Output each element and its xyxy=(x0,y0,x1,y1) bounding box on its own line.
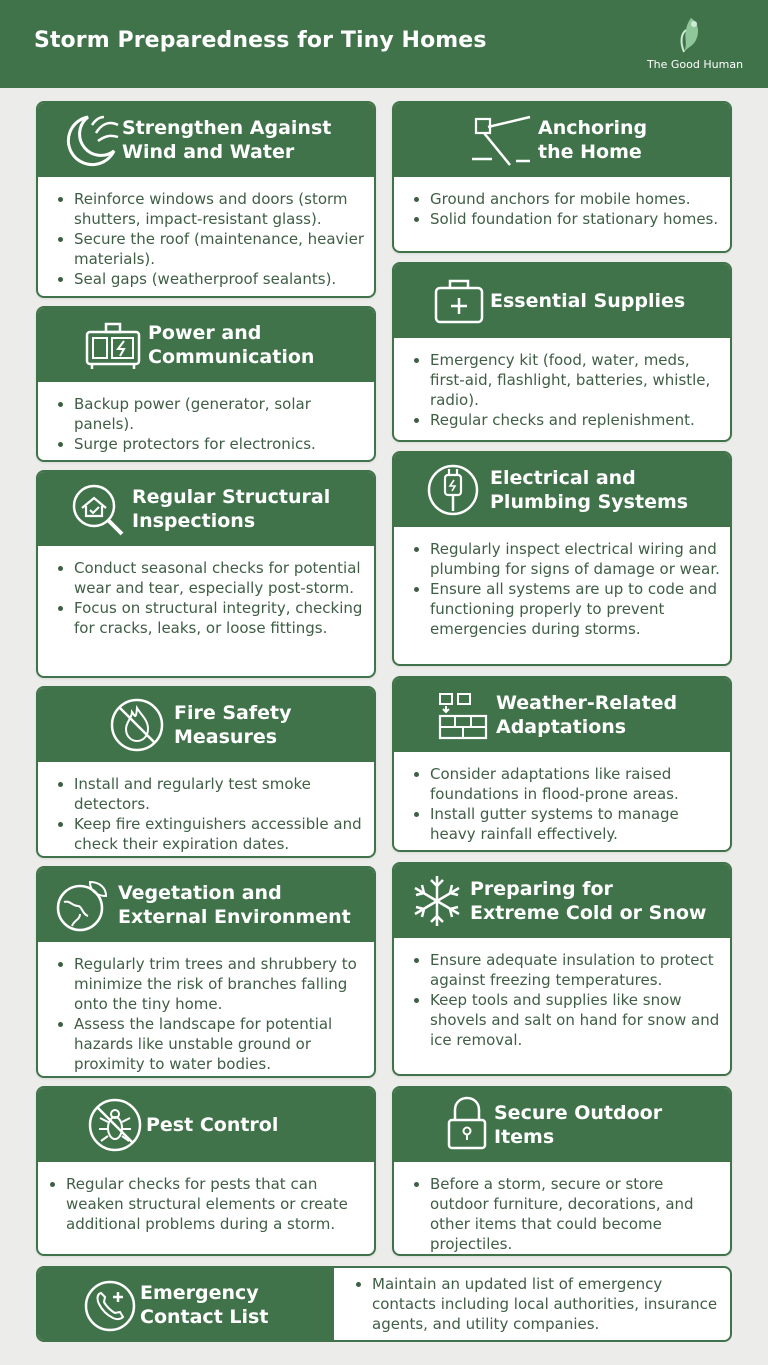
card-fire-safety xyxy=(36,686,376,858)
foundation-blocks-icon xyxy=(436,690,490,742)
anchor-icon xyxy=(470,113,534,169)
house-inspection-icon xyxy=(68,480,130,540)
card-header xyxy=(38,1268,334,1340)
list-item: Regular checks for pests that can weaken structural elements or create additional problems during a storm. xyxy=(46,1174,366,1234)
no-fire-icon xyxy=(108,696,166,754)
card-power-communication xyxy=(36,306,376,462)
snowflake-icon xyxy=(408,872,466,930)
card-title: Weather-Related Adaptations xyxy=(496,692,678,738)
card-title: Regular Structural Inspections xyxy=(132,486,331,532)
card-body xyxy=(38,942,374,1076)
card-header xyxy=(38,688,374,762)
card-structural-inspections xyxy=(36,470,376,678)
card-header xyxy=(38,103,374,177)
card-title: Power and Communication xyxy=(148,322,315,368)
list-item: Install gutter systems to manage heavy rainfall effectively. xyxy=(410,804,722,844)
card-essential-supplies xyxy=(392,262,732,442)
card-emergency-contact xyxy=(36,1266,732,1342)
page-title: Storm Preparedness for Tiny Homes xyxy=(34,28,487,53)
card-pest-control xyxy=(36,1086,376,1256)
first-aid-kit-icon xyxy=(432,276,486,326)
card-title: Preparing for Extreme Cold or Snow xyxy=(470,878,707,924)
card-header xyxy=(394,264,730,338)
card-extreme-cold xyxy=(392,862,732,1076)
list-item: Regularly inspect electrical wiring and plumbing for signs of damage or wear. xyxy=(410,539,722,579)
card-body xyxy=(394,338,730,440)
list-item: Reinforce windows and doors (storm shutters, impact-resistant glass). xyxy=(54,189,366,229)
list-item: Ground anchors for mobile homes. xyxy=(410,189,722,209)
card-body xyxy=(352,1274,720,1340)
phone-plus-icon xyxy=(82,1278,138,1334)
card-secure-outdoor xyxy=(392,1086,732,1256)
card-header xyxy=(394,864,730,938)
card-vegetation xyxy=(36,866,376,1078)
card-body xyxy=(38,1162,374,1254)
card-weather-adaptations xyxy=(392,676,732,852)
list-item: Emergency kit (food, water, meds, first-aid, flashlight, batteries, whistle, radio). xyxy=(410,350,722,410)
card-electrical-plumbing xyxy=(392,451,732,666)
card-strengthen-wind-water xyxy=(36,101,376,298)
card-title: Anchoring the Home xyxy=(538,117,648,163)
list-item: Seal gaps (weatherproof sealants). xyxy=(54,269,366,289)
card-body xyxy=(394,177,730,251)
card-header xyxy=(394,678,730,752)
list-item: Keep fire extinguishers accessible and check their expiration dates. xyxy=(54,814,366,854)
card-header xyxy=(38,472,374,546)
card-title: Secure Outdoor Items xyxy=(494,1102,663,1148)
list-item: Before a storm, secure or store outdoor furniture, decorations, and other items that could become projectiles. xyxy=(410,1174,722,1254)
list-item: Conduct seasonal checks for potential wear and tear, especially post-storm. xyxy=(54,558,366,598)
list-item: Keep tools and supplies like snow shovels and salt on hand for snow and ice removal. xyxy=(410,990,722,1050)
card-body xyxy=(38,546,374,676)
card-title: Electrical and Plumbing Systems xyxy=(490,467,689,513)
wind-moon-icon xyxy=(62,111,122,171)
card-title: Pest Control xyxy=(146,1114,279,1136)
card-title: Essential Supplies xyxy=(490,290,686,312)
card-body xyxy=(394,527,730,664)
no-bug-icon xyxy=(86,1096,144,1154)
card-title: Emergency Contact List xyxy=(140,1282,269,1328)
card-title: Strengthen Against Wind and Water xyxy=(122,117,332,163)
brand xyxy=(636,12,754,76)
card-anchoring xyxy=(392,101,732,253)
card-body xyxy=(38,382,374,460)
card-body xyxy=(394,938,730,1074)
card-header xyxy=(38,308,374,382)
list-item: Ensure adequate insulation to protect against freezing temperatures. xyxy=(410,950,722,990)
plug-icon xyxy=(424,461,482,519)
card-header xyxy=(38,868,374,942)
list-item: Solid foundation for stationary homes. xyxy=(410,209,722,229)
list-item: Surge protectors for electronics. xyxy=(54,434,366,454)
card-body xyxy=(394,1162,730,1254)
list-item: Install and regularly test smoke detectors. xyxy=(54,774,366,814)
list-item: Assess the landscape for potential hazards like unstable ground or proximity to water bodies. xyxy=(54,1014,366,1074)
list-item: Regular checks and replenishment. xyxy=(410,410,722,430)
list-item: Regularly trim trees and shrubbery to minimize the risk of branches falling onto the tiny home. xyxy=(54,954,366,1014)
brand-logo-icon xyxy=(672,14,710,56)
globe-leaf-icon xyxy=(50,876,110,936)
list-item: Maintain an updated list of emergency contacts including local authorities, insurance agents, and utility companies. xyxy=(352,1274,720,1334)
card-header xyxy=(394,103,730,177)
card-header xyxy=(38,1088,374,1162)
list-item: Focus on structural integrity, checking for cracks, leaks, or loose fittings. xyxy=(54,598,366,638)
list-item: Backup power (generator, solar panels). xyxy=(54,394,366,434)
list-item: Consider adaptations like raised foundations in flood-prone areas. xyxy=(410,764,722,804)
card-body xyxy=(38,177,374,296)
list-item: Ensure all systems are up to code and functioning properly to prevent emergencies during storms. xyxy=(410,579,722,639)
card-title: Vegetation and External Environment xyxy=(118,882,351,928)
card-header xyxy=(394,1088,730,1162)
list-item: Secure the roof (maintenance, heavier materials). xyxy=(54,229,366,269)
card-body xyxy=(394,752,730,850)
padlock-icon xyxy=(444,1094,490,1154)
card-header xyxy=(394,453,730,527)
generator-icon xyxy=(84,320,142,372)
brand-name: The Good Human xyxy=(646,58,744,71)
card-title: Fire Safety Measures xyxy=(174,702,292,748)
card-body xyxy=(38,762,374,856)
page-header xyxy=(0,0,768,88)
